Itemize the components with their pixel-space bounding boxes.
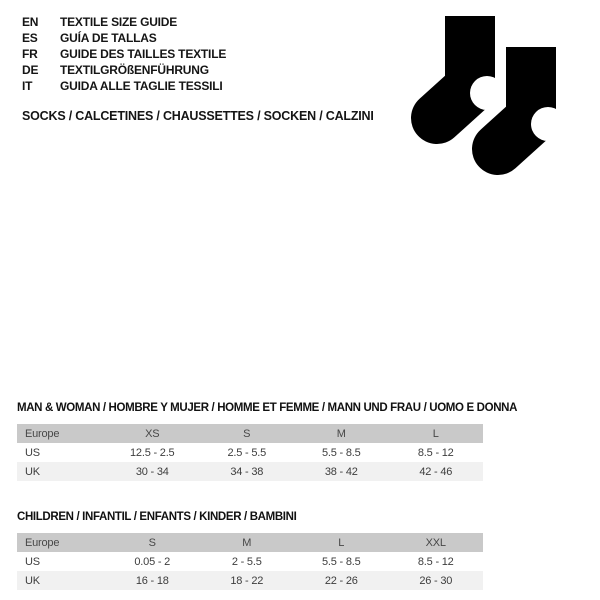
language-row-es: [22, 30, 226, 46]
table-title-children: CHILDREN / INFANTIL / ENFANTS / KINDER / BAMBINI: [17, 511, 297, 523]
language-code: DE: [22, 63, 39, 77]
size-value: 2.5 - 5.5: [227, 446, 267, 459]
size-table-children: [17, 533, 483, 590]
language-list: [22, 14, 226, 94]
size-value: 8.5 - 12: [417, 446, 454, 459]
column-header-size: M: [294, 424, 389, 443]
size-value: 12.5 - 2.5: [130, 446, 175, 459]
language-label: GUÍA DE TALLAS: [60, 31, 157, 45]
row-label: US: [25, 446, 40, 459]
size-value: 34 - 38: [200, 462, 295, 481]
column-header-region: Europe: [17, 533, 105, 552]
column-header-size: XXL: [389, 533, 484, 552]
column-header-size: M: [200, 533, 295, 552]
column-header-size: S: [105, 533, 200, 552]
socks-icon-svg: [400, 5, 570, 185]
table-row-us: [17, 552, 483, 571]
table-row-us: [17, 443, 483, 462]
size-value: 16 - 18: [105, 571, 200, 590]
size-value: 5.5 - 8.5: [321, 446, 361, 459]
table-header-row: [17, 533, 483, 552]
column-header-size: L: [389, 424, 484, 443]
size-table-adult: [17, 424, 483, 481]
size-value: 5.5 - 8.5: [321, 555, 361, 568]
language-code: EN: [22, 15, 39, 29]
size-value: 42 - 46: [389, 462, 484, 481]
language-row-de: [22, 62, 226, 78]
column-header-region: Europe: [17, 424, 105, 443]
language-row-fr: [22, 46, 226, 62]
language-row-it: [22, 78, 226, 94]
size-value: 18 - 22: [200, 571, 295, 590]
table-header-row: [17, 424, 483, 443]
language-label: TEXTILE SIZE GUIDE: [60, 15, 178, 29]
table-row-uk: [17, 462, 483, 481]
language-code: ES: [22, 31, 38, 45]
row-label: UK: [17, 571, 105, 590]
size-value: 2 - 5.5: [231, 555, 262, 568]
column-header-size: XS: [105, 424, 200, 443]
size-value: 38 - 42: [294, 462, 389, 481]
row-label: UK: [17, 462, 105, 481]
size-value: 8.5 - 12: [417, 555, 454, 568]
size-value: 22 - 26: [294, 571, 389, 590]
size-value: 0.05 - 2: [134, 555, 171, 568]
column-header-size: L: [294, 533, 389, 552]
sock-front: [437, 16, 504, 118]
language-code: IT: [22, 79, 33, 93]
size-value: 26 - 30: [389, 571, 484, 590]
language-code: FR: [22, 47, 38, 61]
table-title-adult: MAN & WOMAN / HOMBRE Y MUJER / HOMME ET FEMME / MANN UND FRAU / UOMO E DONNA: [17, 402, 518, 414]
size-section-adult: [17, 402, 518, 481]
table-row-uk: [17, 571, 483, 590]
column-header-size: S: [200, 424, 295, 443]
socks-icon: [400, 5, 570, 185]
language-label: TEXTILGRÖßENFÜHRUNG: [60, 63, 209, 77]
language-label: GUIDA ALLE TAGLIE TESSILI: [60, 79, 223, 93]
sock-back: [498, 47, 565, 149]
language-row-en: [22, 14, 226, 30]
size-value: 30 - 34: [105, 462, 200, 481]
size-section-children: [17, 511, 483, 590]
language-label: GUIDE DES TAILLES TEXTILE: [60, 47, 227, 61]
row-label: US: [25, 555, 40, 568]
product-category-line: SOCKS / CALCETINES / CHAUSSETTES / SOCKEN / CALZINI: [22, 109, 374, 123]
